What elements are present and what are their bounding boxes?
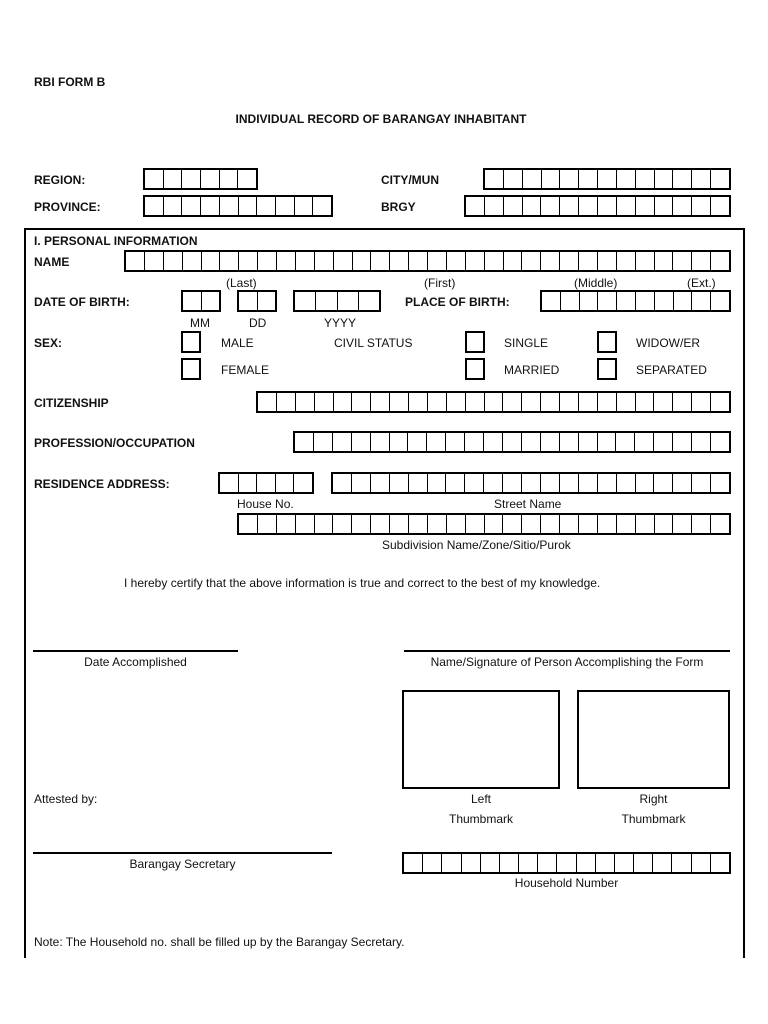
character-cell[interactable] bbox=[578, 170, 597, 188]
character-cell[interactable] bbox=[616, 252, 635, 270]
character-cell[interactable] bbox=[333, 393, 352, 411]
character-cell[interactable] bbox=[652, 854, 671, 872]
character-cell[interactable] bbox=[616, 292, 635, 310]
right-thumb-caption-2: Thumbmark bbox=[621, 812, 686, 826]
character-cell[interactable] bbox=[710, 515, 729, 533]
character-cell[interactable] bbox=[465, 393, 484, 411]
character-cell[interactable] bbox=[485, 170, 503, 188]
pob-boxes[interactable] bbox=[540, 290, 731, 312]
form-code: RBI FORM B bbox=[34, 75, 106, 89]
character-cell[interactable] bbox=[634, 433, 653, 451]
character-cell[interactable] bbox=[597, 433, 616, 451]
character-cell[interactable] bbox=[672, 170, 691, 188]
civil-married-checkbox[interactable] bbox=[465, 358, 485, 380]
character-cell[interactable] bbox=[560, 292, 579, 310]
date-accomplished-caption: Date Accomplished bbox=[84, 655, 187, 669]
certification-statement: I hereby certify that the above information is true and correct to the best of my knowledge. bbox=[124, 576, 601, 590]
character-cell[interactable] bbox=[597, 515, 616, 533]
character-cell[interactable] bbox=[295, 252, 314, 270]
character-cell[interactable] bbox=[181, 197, 200, 215]
character-cell[interactable] bbox=[445, 433, 464, 451]
character-cell[interactable] bbox=[578, 393, 597, 411]
name-signature-caption: Name/Signature of Person Accomplishing the Form bbox=[430, 655, 704, 669]
form-title: INDIVIDUAL RECORD OF BARANGAY INHABITANT bbox=[235, 112, 527, 126]
character-cell[interactable] bbox=[484, 393, 503, 411]
character-cell[interactable] bbox=[521, 393, 540, 411]
character-cell[interactable] bbox=[389, 515, 408, 533]
character-cell[interactable] bbox=[499, 854, 518, 872]
character-cell[interactable] bbox=[257, 252, 276, 270]
character-cell[interactable] bbox=[237, 170, 256, 188]
character-cell[interactable] bbox=[595, 854, 614, 872]
civil-status-label: CIVIL STATUS bbox=[334, 336, 413, 350]
character-cell[interactable] bbox=[389, 252, 408, 270]
character-cell[interactable] bbox=[503, 252, 522, 270]
character-cell[interactable] bbox=[559, 515, 578, 533]
character-cell[interactable] bbox=[559, 197, 578, 215]
right-thumb-caption-1: Right bbox=[639, 792, 668, 806]
barangay-secretary-line bbox=[33, 852, 332, 854]
character-cell[interactable] bbox=[183, 292, 201, 310]
character-cell[interactable] bbox=[653, 474, 672, 492]
character-cell[interactable] bbox=[257, 515, 276, 533]
character-cell[interactable] bbox=[691, 252, 710, 270]
date-accomplished-line bbox=[33, 650, 238, 652]
left-thumb-caption-2: Thumbmark bbox=[448, 812, 513, 826]
character-cell[interactable] bbox=[672, 474, 691, 492]
character-cell[interactable] bbox=[672, 393, 691, 411]
character-cell[interactable] bbox=[314, 393, 333, 411]
character-cell[interactable] bbox=[691, 433, 710, 451]
character-cell[interactable] bbox=[219, 252, 238, 270]
character-cell[interactable] bbox=[163, 197, 182, 215]
character-cell[interactable] bbox=[691, 474, 710, 492]
dob-year-boxes[interactable] bbox=[293, 290, 381, 312]
character-cell[interactable] bbox=[521, 433, 540, 451]
sex-female-label: FEMALE bbox=[221, 363, 270, 377]
character-cell[interactable] bbox=[314, 252, 333, 270]
character-cell[interactable] bbox=[710, 170, 729, 188]
character-cell[interactable] bbox=[710, 197, 729, 215]
character-cell[interactable] bbox=[518, 854, 537, 872]
character-cell[interactable] bbox=[654, 515, 673, 533]
citizenship-boxes[interactable] bbox=[256, 391, 731, 413]
character-cell[interactable] bbox=[163, 252, 182, 270]
left-thumb-caption-1: Left bbox=[470, 792, 491, 806]
left-thumbmark-box[interactable] bbox=[402, 690, 560, 789]
character-cell[interactable] bbox=[597, 292, 616, 310]
character-cell[interactable] bbox=[654, 170, 673, 188]
character-cell[interactable] bbox=[597, 252, 616, 270]
character-cell[interactable] bbox=[464, 474, 483, 492]
region-boxes[interactable] bbox=[143, 168, 258, 190]
character-cell[interactable] bbox=[389, 433, 408, 451]
character-cell[interactable] bbox=[556, 854, 575, 872]
character-cell[interactable] bbox=[691, 170, 710, 188]
character-cell[interactable] bbox=[258, 393, 276, 411]
character-cell[interactable] bbox=[370, 393, 389, 411]
character-cell[interactable] bbox=[710, 433, 729, 451]
character-cell[interactable] bbox=[578, 252, 597, 270]
sex-female-checkbox[interactable] bbox=[181, 358, 201, 380]
subdivision-boxes[interactable] bbox=[237, 513, 731, 535]
region-label: REGION: bbox=[34, 173, 86, 187]
character-cell[interactable] bbox=[295, 433, 313, 451]
character-cell[interactable] bbox=[480, 854, 499, 872]
character-cell[interactable] bbox=[238, 197, 257, 215]
character-cell[interactable] bbox=[484, 197, 503, 215]
character-cell[interactable] bbox=[315, 292, 336, 310]
character-cell[interactable] bbox=[540, 515, 559, 533]
character-cell[interactable] bbox=[559, 433, 578, 451]
character-cell[interactable] bbox=[559, 170, 578, 188]
character-cell[interactable] bbox=[370, 252, 389, 270]
character-cell[interactable] bbox=[219, 197, 238, 215]
character-cell[interactable] bbox=[578, 515, 597, 533]
brgy-label: BRGY bbox=[381, 200, 416, 214]
character-cell[interactable] bbox=[540, 393, 559, 411]
character-cell[interactable] bbox=[710, 393, 729, 411]
right-thumbmark-box[interactable] bbox=[577, 690, 730, 789]
character-cell[interactable] bbox=[502, 433, 521, 451]
address-label: RESIDENCE ADDRESS: bbox=[34, 477, 170, 491]
character-cell[interactable] bbox=[521, 252, 540, 270]
civil-single-checkbox[interactable] bbox=[465, 331, 485, 353]
character-cell[interactable] bbox=[633, 854, 652, 872]
dob-yyyy-caption: YYYY bbox=[324, 316, 357, 330]
character-cell[interactable] bbox=[446, 393, 465, 411]
character-cell[interactable] bbox=[542, 292, 560, 310]
character-cell[interactable] bbox=[597, 197, 616, 215]
pob-label: PLACE OF BIRTH: bbox=[405, 295, 510, 309]
character-cell[interactable] bbox=[239, 292, 257, 310]
character-cell[interactable] bbox=[635, 474, 654, 492]
character-cell[interactable] bbox=[616, 170, 635, 188]
name-boxes[interactable] bbox=[124, 250, 731, 272]
character-cell[interactable] bbox=[635, 393, 654, 411]
character-cell[interactable] bbox=[351, 515, 370, 533]
character-cell[interactable] bbox=[672, 433, 691, 451]
street-name-caption: Street Name bbox=[494, 497, 562, 511]
character-cell[interactable] bbox=[441, 854, 460, 872]
character-cell[interactable] bbox=[332, 515, 351, 533]
character-cell[interactable] bbox=[370, 474, 389, 492]
character-cell[interactable] bbox=[502, 393, 521, 411]
attested-by-label: Attested by: bbox=[34, 792, 98, 806]
name-last-caption: (Last) bbox=[226, 276, 257, 290]
character-cell[interactable] bbox=[276, 252, 295, 270]
character-cell[interactable] bbox=[522, 170, 541, 188]
street-name-boxes[interactable] bbox=[331, 472, 731, 494]
character-cell[interactable] bbox=[427, 474, 446, 492]
character-cell[interactable] bbox=[275, 474, 294, 492]
citizenship-label: CITIZENSHIP bbox=[34, 396, 109, 410]
character-cell[interactable] bbox=[635, 515, 654, 533]
character-cell[interactable] bbox=[295, 292, 315, 310]
character-cell[interactable] bbox=[445, 474, 464, 492]
civil-married-label: MARRIED bbox=[504, 363, 560, 377]
character-cell[interactable] bbox=[710, 854, 729, 872]
note-text: Note: The Household no. shall be filled up by the Barangay Secretary. bbox=[34, 935, 405, 949]
character-cell[interactable] bbox=[408, 393, 427, 411]
character-cell[interactable] bbox=[238, 474, 257, 492]
character-cell[interactable] bbox=[358, 292, 379, 310]
character-cell[interactable] bbox=[145, 197, 163, 215]
character-cell[interactable] bbox=[710, 292, 729, 310]
character-cell[interactable] bbox=[200, 197, 219, 215]
character-cell[interactable] bbox=[144, 252, 163, 270]
character-cell[interactable] bbox=[522, 197, 541, 215]
character-cell[interactable] bbox=[427, 252, 446, 270]
character-cell[interactable] bbox=[370, 515, 389, 533]
character-cell[interactable] bbox=[389, 474, 408, 492]
character-cell[interactable] bbox=[238, 252, 257, 270]
character-cell[interactable] bbox=[276, 515, 295, 533]
character-cell[interactable] bbox=[295, 393, 314, 411]
character-cell[interactable] bbox=[182, 252, 201, 270]
character-cell[interactable] bbox=[465, 252, 484, 270]
character-cell[interactable] bbox=[540, 252, 559, 270]
character-cell[interactable] bbox=[576, 854, 595, 872]
house-no-boxes[interactable] bbox=[218, 472, 314, 494]
character-cell[interactable] bbox=[559, 252, 578, 270]
character-cell[interactable] bbox=[614, 854, 633, 872]
character-cell[interactable] bbox=[422, 854, 441, 872]
character-cell[interactable] bbox=[710, 474, 729, 492]
character-cell[interactable] bbox=[181, 170, 200, 188]
civil-widower-label: WIDOW/ER bbox=[636, 336, 700, 350]
character-cell[interactable] bbox=[578, 197, 597, 215]
character-cell[interactable] bbox=[691, 515, 710, 533]
character-cell[interactable] bbox=[408, 252, 427, 270]
character-cell[interactable] bbox=[446, 252, 465, 270]
character-cell[interactable] bbox=[484, 252, 503, 270]
character-cell[interactable] bbox=[502, 474, 521, 492]
character-cell[interactable] bbox=[635, 170, 654, 188]
character-cell[interactable] bbox=[503, 170, 522, 188]
character-cell[interactable] bbox=[654, 197, 673, 215]
character-cell[interactable] bbox=[537, 854, 556, 872]
character-cell[interactable] bbox=[466, 197, 484, 215]
character-cell[interactable] bbox=[616, 393, 635, 411]
character-cell[interactable] bbox=[200, 170, 219, 188]
barangay-secretary-caption: Barangay Secretary bbox=[129, 857, 236, 871]
subdivision-caption: Subdivision Name/Zone/Sitio/Purok bbox=[382, 538, 571, 552]
name-first-caption: (First) bbox=[424, 276, 456, 290]
character-cell[interactable] bbox=[219, 170, 238, 188]
character-cell[interactable] bbox=[333, 474, 351, 492]
character-cell[interactable] bbox=[163, 170, 182, 188]
dob-mm-caption: MM bbox=[190, 316, 210, 330]
household-number-boxes[interactable] bbox=[402, 852, 731, 874]
dob-day-boxes[interactable] bbox=[237, 290, 277, 312]
section-title: I. PERSONAL INFORMATION bbox=[34, 234, 198, 248]
character-cell[interactable] bbox=[654, 252, 673, 270]
character-cell[interactable] bbox=[294, 197, 313, 215]
character-cell[interactable] bbox=[314, 515, 333, 533]
character-cell[interactable] bbox=[691, 854, 710, 872]
character-cell[interactable] bbox=[201, 292, 220, 310]
character-cell[interactable] bbox=[337, 292, 358, 310]
character-cell[interactable] bbox=[276, 393, 295, 411]
character-cell[interactable] bbox=[540, 433, 559, 451]
character-cell[interactable] bbox=[616, 197, 635, 215]
character-cell[interactable] bbox=[615, 433, 634, 451]
dob-dd-caption: DD bbox=[249, 316, 267, 330]
character-cell[interactable] bbox=[461, 854, 480, 872]
character-cell[interactable] bbox=[293, 474, 312, 492]
character-cell[interactable] bbox=[653, 393, 672, 411]
province-boxes[interactable] bbox=[143, 195, 333, 217]
character-cell[interactable] bbox=[691, 292, 710, 310]
character-cell[interactable] bbox=[332, 433, 351, 451]
sex-male-label: MALE bbox=[221, 336, 254, 350]
character-cell[interactable] bbox=[578, 474, 597, 492]
character-cell[interactable] bbox=[446, 515, 465, 533]
character-cell[interactable] bbox=[464, 433, 483, 451]
character-cell[interactable] bbox=[351, 433, 370, 451]
character-cell[interactable] bbox=[201, 252, 220, 270]
character-cell[interactable] bbox=[502, 515, 521, 533]
character-cell[interactable] bbox=[597, 474, 616, 492]
character-cell[interactable] bbox=[540, 474, 559, 492]
character-cell[interactable] bbox=[597, 170, 616, 188]
character-cell[interactable] bbox=[559, 474, 578, 492]
character-cell[interactable] bbox=[483, 433, 502, 451]
brgy-boxes[interactable] bbox=[464, 195, 731, 217]
dob-label: DATE OF BIRTH: bbox=[34, 295, 130, 309]
civil-separated-label: SEPARATED bbox=[636, 363, 707, 377]
character-cell[interactable] bbox=[578, 433, 597, 451]
name-label: NAME bbox=[34, 255, 70, 269]
character-cell[interactable] bbox=[257, 292, 276, 310]
character-cell[interactable] bbox=[404, 854, 422, 872]
household-number-caption: Household Number bbox=[514, 876, 619, 890]
character-cell[interactable] bbox=[407, 433, 426, 451]
name-ext-caption: (Ext.) bbox=[687, 276, 716, 290]
character-cell[interactable] bbox=[333, 252, 352, 270]
civil-single-label: SINGLE bbox=[504, 336, 549, 350]
character-cell[interactable] bbox=[427, 515, 446, 533]
dob-month-boxes[interactable] bbox=[181, 290, 221, 312]
character-cell[interactable] bbox=[256, 474, 275, 492]
character-cell[interactable] bbox=[483, 474, 502, 492]
character-cell[interactable] bbox=[710, 252, 729, 270]
character-cell[interactable] bbox=[635, 197, 654, 215]
character-cell[interactable] bbox=[312, 197, 331, 215]
character-cell[interactable] bbox=[672, 515, 691, 533]
character-cell[interactable] bbox=[313, 433, 332, 451]
character-cell[interactable] bbox=[616, 474, 635, 492]
character-cell[interactable] bbox=[671, 854, 690, 872]
character-cell[interactable] bbox=[275, 197, 294, 215]
character-cell[interactable] bbox=[616, 515, 635, 533]
character-cell[interactable] bbox=[541, 170, 560, 188]
character-cell[interactable] bbox=[503, 197, 522, 215]
citymun-boxes[interactable] bbox=[483, 168, 731, 190]
character-cell[interactable] bbox=[579, 292, 598, 310]
sex-label: SEX: bbox=[34, 336, 63, 350]
character-cell[interactable] bbox=[426, 433, 445, 451]
character-cell[interactable] bbox=[389, 393, 408, 411]
character-cell[interactable] bbox=[672, 252, 691, 270]
sex-male-checkbox[interactable] bbox=[181, 331, 201, 353]
character-cell[interactable] bbox=[220, 474, 238, 492]
character-cell[interactable] bbox=[635, 292, 654, 310]
character-cell[interactable] bbox=[256, 197, 275, 215]
character-cell[interactable] bbox=[427, 393, 446, 411]
character-cell[interactable] bbox=[408, 515, 427, 533]
character-cell[interactable] bbox=[672, 197, 691, 215]
character-cell[interactable] bbox=[540, 197, 559, 215]
civil-separated-checkbox[interactable] bbox=[597, 358, 617, 380]
name-middle-caption: (Middle) bbox=[574, 276, 618, 290]
character-cell[interactable] bbox=[673, 292, 692, 310]
character-cell[interactable] bbox=[635, 252, 654, 270]
character-cell[interactable] bbox=[653, 433, 672, 451]
citymun-label: CITY/MUN bbox=[381, 173, 439, 187]
character-cell[interactable] bbox=[145, 170, 163, 188]
character-cell[interactable] bbox=[484, 515, 503, 533]
character-cell[interactable] bbox=[465, 515, 484, 533]
character-cell[interactable] bbox=[521, 474, 540, 492]
character-cell[interactable] bbox=[351, 393, 370, 411]
character-cell[interactable] bbox=[126, 252, 144, 270]
character-cell[interactable] bbox=[559, 393, 578, 411]
character-cell[interactable] bbox=[295, 515, 314, 533]
character-cell[interactable] bbox=[691, 197, 710, 215]
occupation-label: PROFESSION/OCCUPATION bbox=[34, 436, 195, 450]
character-cell[interactable] bbox=[239, 515, 257, 533]
character-cell[interactable] bbox=[597, 393, 616, 411]
character-cell[interactable] bbox=[370, 433, 389, 451]
house-no-caption: House No. bbox=[237, 497, 294, 511]
character-cell[interactable] bbox=[352, 252, 371, 270]
name-signature-line bbox=[404, 650, 730, 652]
province-label: PROVINCE: bbox=[34, 200, 101, 214]
occupation-boxes[interactable] bbox=[293, 431, 731, 453]
character-cell[interactable] bbox=[351, 474, 370, 492]
civil-widower-checkbox[interactable] bbox=[597, 331, 617, 353]
character-cell[interactable] bbox=[521, 515, 540, 533]
character-cell[interactable] bbox=[691, 393, 710, 411]
character-cell[interactable] bbox=[654, 292, 673, 310]
character-cell[interactable] bbox=[408, 474, 427, 492]
